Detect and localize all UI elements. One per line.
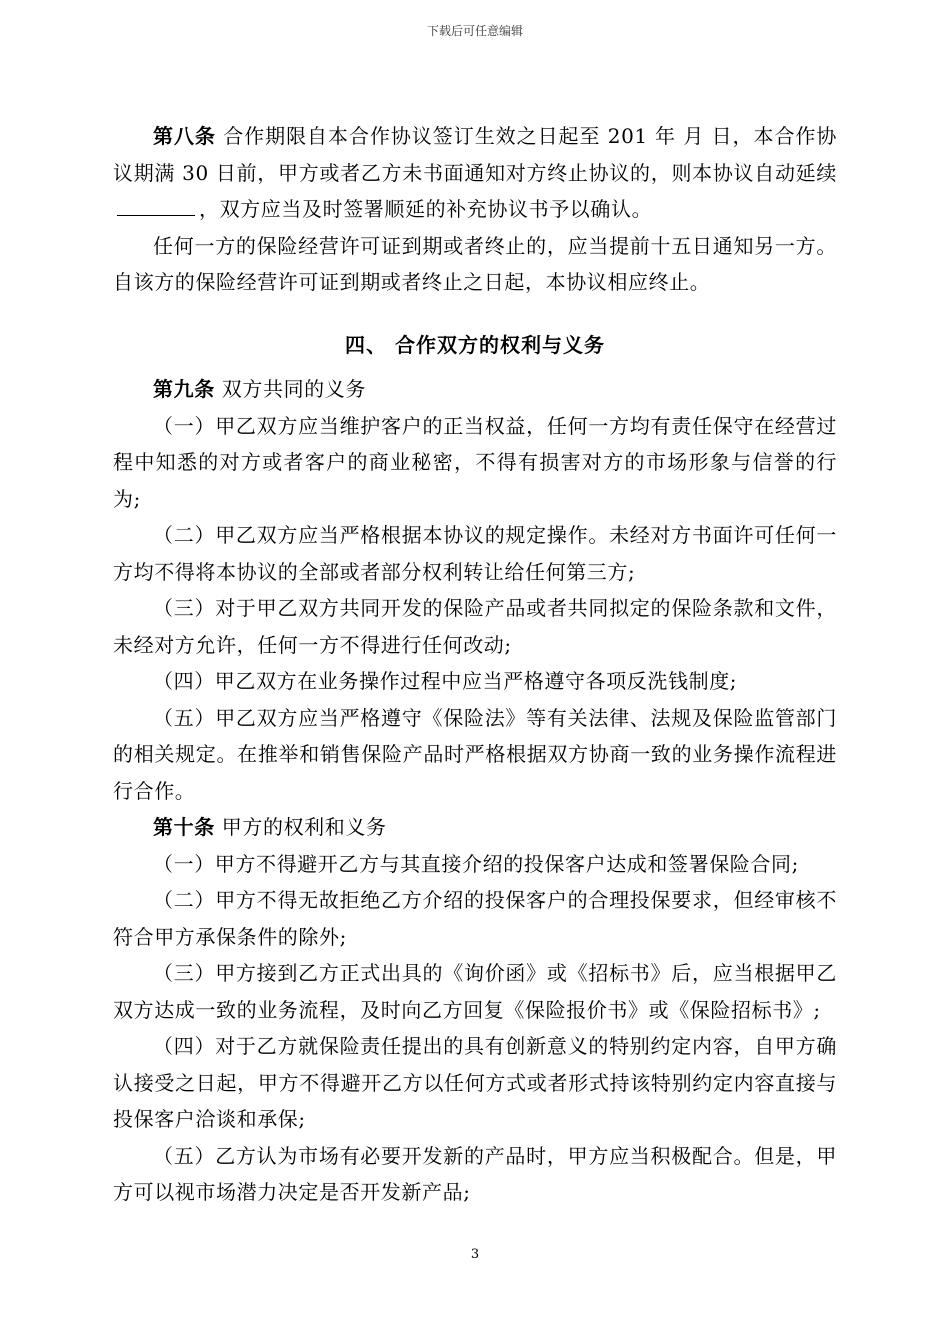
article-9-title-line	[113, 371, 837, 408]
article-10-heading: 第十条	[153, 815, 215, 839]
section-4-title: 四、 合作双方的权利与义务	[345, 332, 605, 357]
article-8-heading: 第八条	[153, 124, 216, 148]
page-header: 下载后可任意编辑	[426, 24, 523, 38]
spacer	[113, 301, 837, 317]
article-10-item-1: （一）甲方不得避开乙方与其直接介绍的投保客户达成和签署保险合同;	[153, 851, 799, 876]
article-9-title: 双方共同的义务	[221, 377, 366, 401]
document-body	[113, 118, 837, 1211]
article-8-paragraph	[113, 118, 837, 228]
article-10-item-4: （四）对于乙方就保险责任提出的具有创新意义的特别约定内容，自甲方确认接受之日起，甲方不得避开乙方以任何方式或者形式持该特别约定内容直接与投保客户洽谈和承保;	[113, 1034, 837, 1131]
article-10-item-5: （五）乙方认为市场有必要开发新的产品时，甲方应当积极配合。但是，甲方可以视市场潜力决定是否开发新产品;	[113, 1143, 837, 1204]
article-9-item-3: （三）对于甲乙双方共同开发的保险产品或者共同拟定的保险条款和文件，未经对方允许，任何一方不得进行任何改动;	[113, 596, 837, 657]
article-8-text-end: ，双方应当及时签署顺延的补充协议书予以确认。	[199, 197, 653, 221]
article-10-title: 甲方的权利和义务	[221, 815, 387, 839]
page-number: 3	[470, 1247, 480, 1262]
article-10-item-2: （二）甲方不得无故拒绝乙方介绍的投保客户的合理投保要求，但经审核不符合甲方承保条件的除外;	[113, 888, 837, 949]
article-9-item-4: （四）甲乙双方在业务操作过程中应当严格遵守各项反洗钱制度;	[153, 669, 738, 693]
article-9-heading: 第九条	[153, 377, 215, 401]
article-9-item-2: （二）甲乙双方应当严格根据本协议的规定操作。未经对方书面许可任何一方均不得将本协议的全部或者部分权利转让给任何第三方;	[113, 523, 837, 584]
article-10-title-line	[113, 809, 837, 846]
article-10-item-3: （三）甲方接到乙方正式出具的《询价函》或《招标书》后，应当根据甲乙双方达成一致的业务流程，及时向乙方回复《保险报价书》或《保险招标书》;	[113, 961, 837, 1022]
article-8-text: 合作期限自本合作协议签订生效之日起至 201 年 月 日，本合作协议期满 30 日前，甲方或者乙方未书面通知对方终止协议的，则本协议自动延续	[113, 124, 837, 185]
article-8-paragraph-2: 任何一方的保险经营许可证到期或者终止的，应当提前十五日通知另一方。自该方的保险经营许可证到期或者终止之日起，本协议相应终止。	[113, 233, 837, 294]
article-9-item-5: （五）甲乙双方应当严格遵守《保险法》等有关法律、法规及保险监管部门的相关规定。在推举和销售保险产品时严格根据双方协商一致的业务操作流程进行合作。	[113, 705, 837, 803]
article-9-item-1: （一）甲乙双方应当维护客户的正当权益，任何一方均有责任保守在经营过程中知悉的对方或者客户的商业秘密，不得有损害对方的市场形象与信誉的行为;	[113, 413, 837, 511]
blank-underline	[117, 195, 195, 216]
